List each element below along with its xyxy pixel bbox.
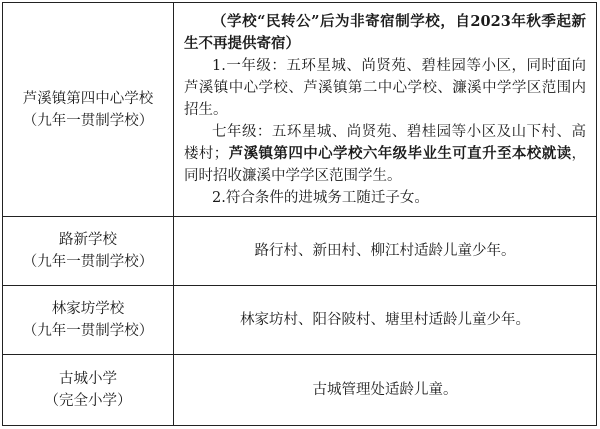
grade-seven-catchment (184, 121, 586, 187)
catchment-area-cell: 古城管理处适龄儿童。 (174, 355, 597, 426)
school-name-cell (3, 286, 174, 355)
school-catchment-table (2, 2, 597, 426)
table-row (3, 286, 597, 355)
school-name: 林家坊学校 (51, 301, 125, 317)
school-type: （九年一贯制学校） (22, 323, 154, 339)
migrant-children-note: 2.符合条件的进城务工随迁子女。 (212, 189, 429, 206)
school-name: 芦溪镇第四中心学校 (22, 90, 154, 107)
grade-seven-suffix: ，同时招收濂溪中学学区范围学生。 (184, 145, 587, 184)
catchment-area-cell (174, 3, 597, 217)
school-name: 路新学校 (59, 232, 117, 248)
school-type: （九年一贯制学校） (22, 112, 154, 129)
school-type: （完全小学） (44, 393, 132, 409)
school-name: 古城小学 (59, 371, 117, 387)
catchment-area-cell: 林家坊村、阳谷陂村、塘里村适龄儿童少年。 (174, 286, 597, 355)
enrollment-table-frame (2, 2, 596, 426)
school-name-cell (3, 217, 174, 286)
grade-one-catchment: 1.一年级：五环星城、尚贤苑、碧桂园等小区，同时面向芦溪镇中心学校、芦溪镇第二中心学校、濂溪中学学区范围内招生。 (184, 57, 586, 118)
direct-promotion-note: 芦溪镇第四中心学校六年级毕业生可直升至本校就读 (228, 144, 572, 162)
table-row (3, 3, 597, 217)
catchment-area-cell: 路行村、新田村、柳江村适龄儿童少年。 (174, 217, 597, 286)
table-row (3, 217, 597, 286)
school-name-cell (3, 3, 174, 217)
table-row (3, 355, 597, 426)
school-type: （九年一贯制学校） (22, 254, 154, 270)
school-name-cell (3, 355, 174, 426)
grade-seven-prefix: 七年级：五环星城、尚贤苑、碧桂园等小区及山下村、高楼村； (184, 123, 586, 162)
boarding-notice: （学校“民转公”后为非寄宿制学校，自2023年秋季起新生不再提供寄宿） (184, 12, 586, 52)
